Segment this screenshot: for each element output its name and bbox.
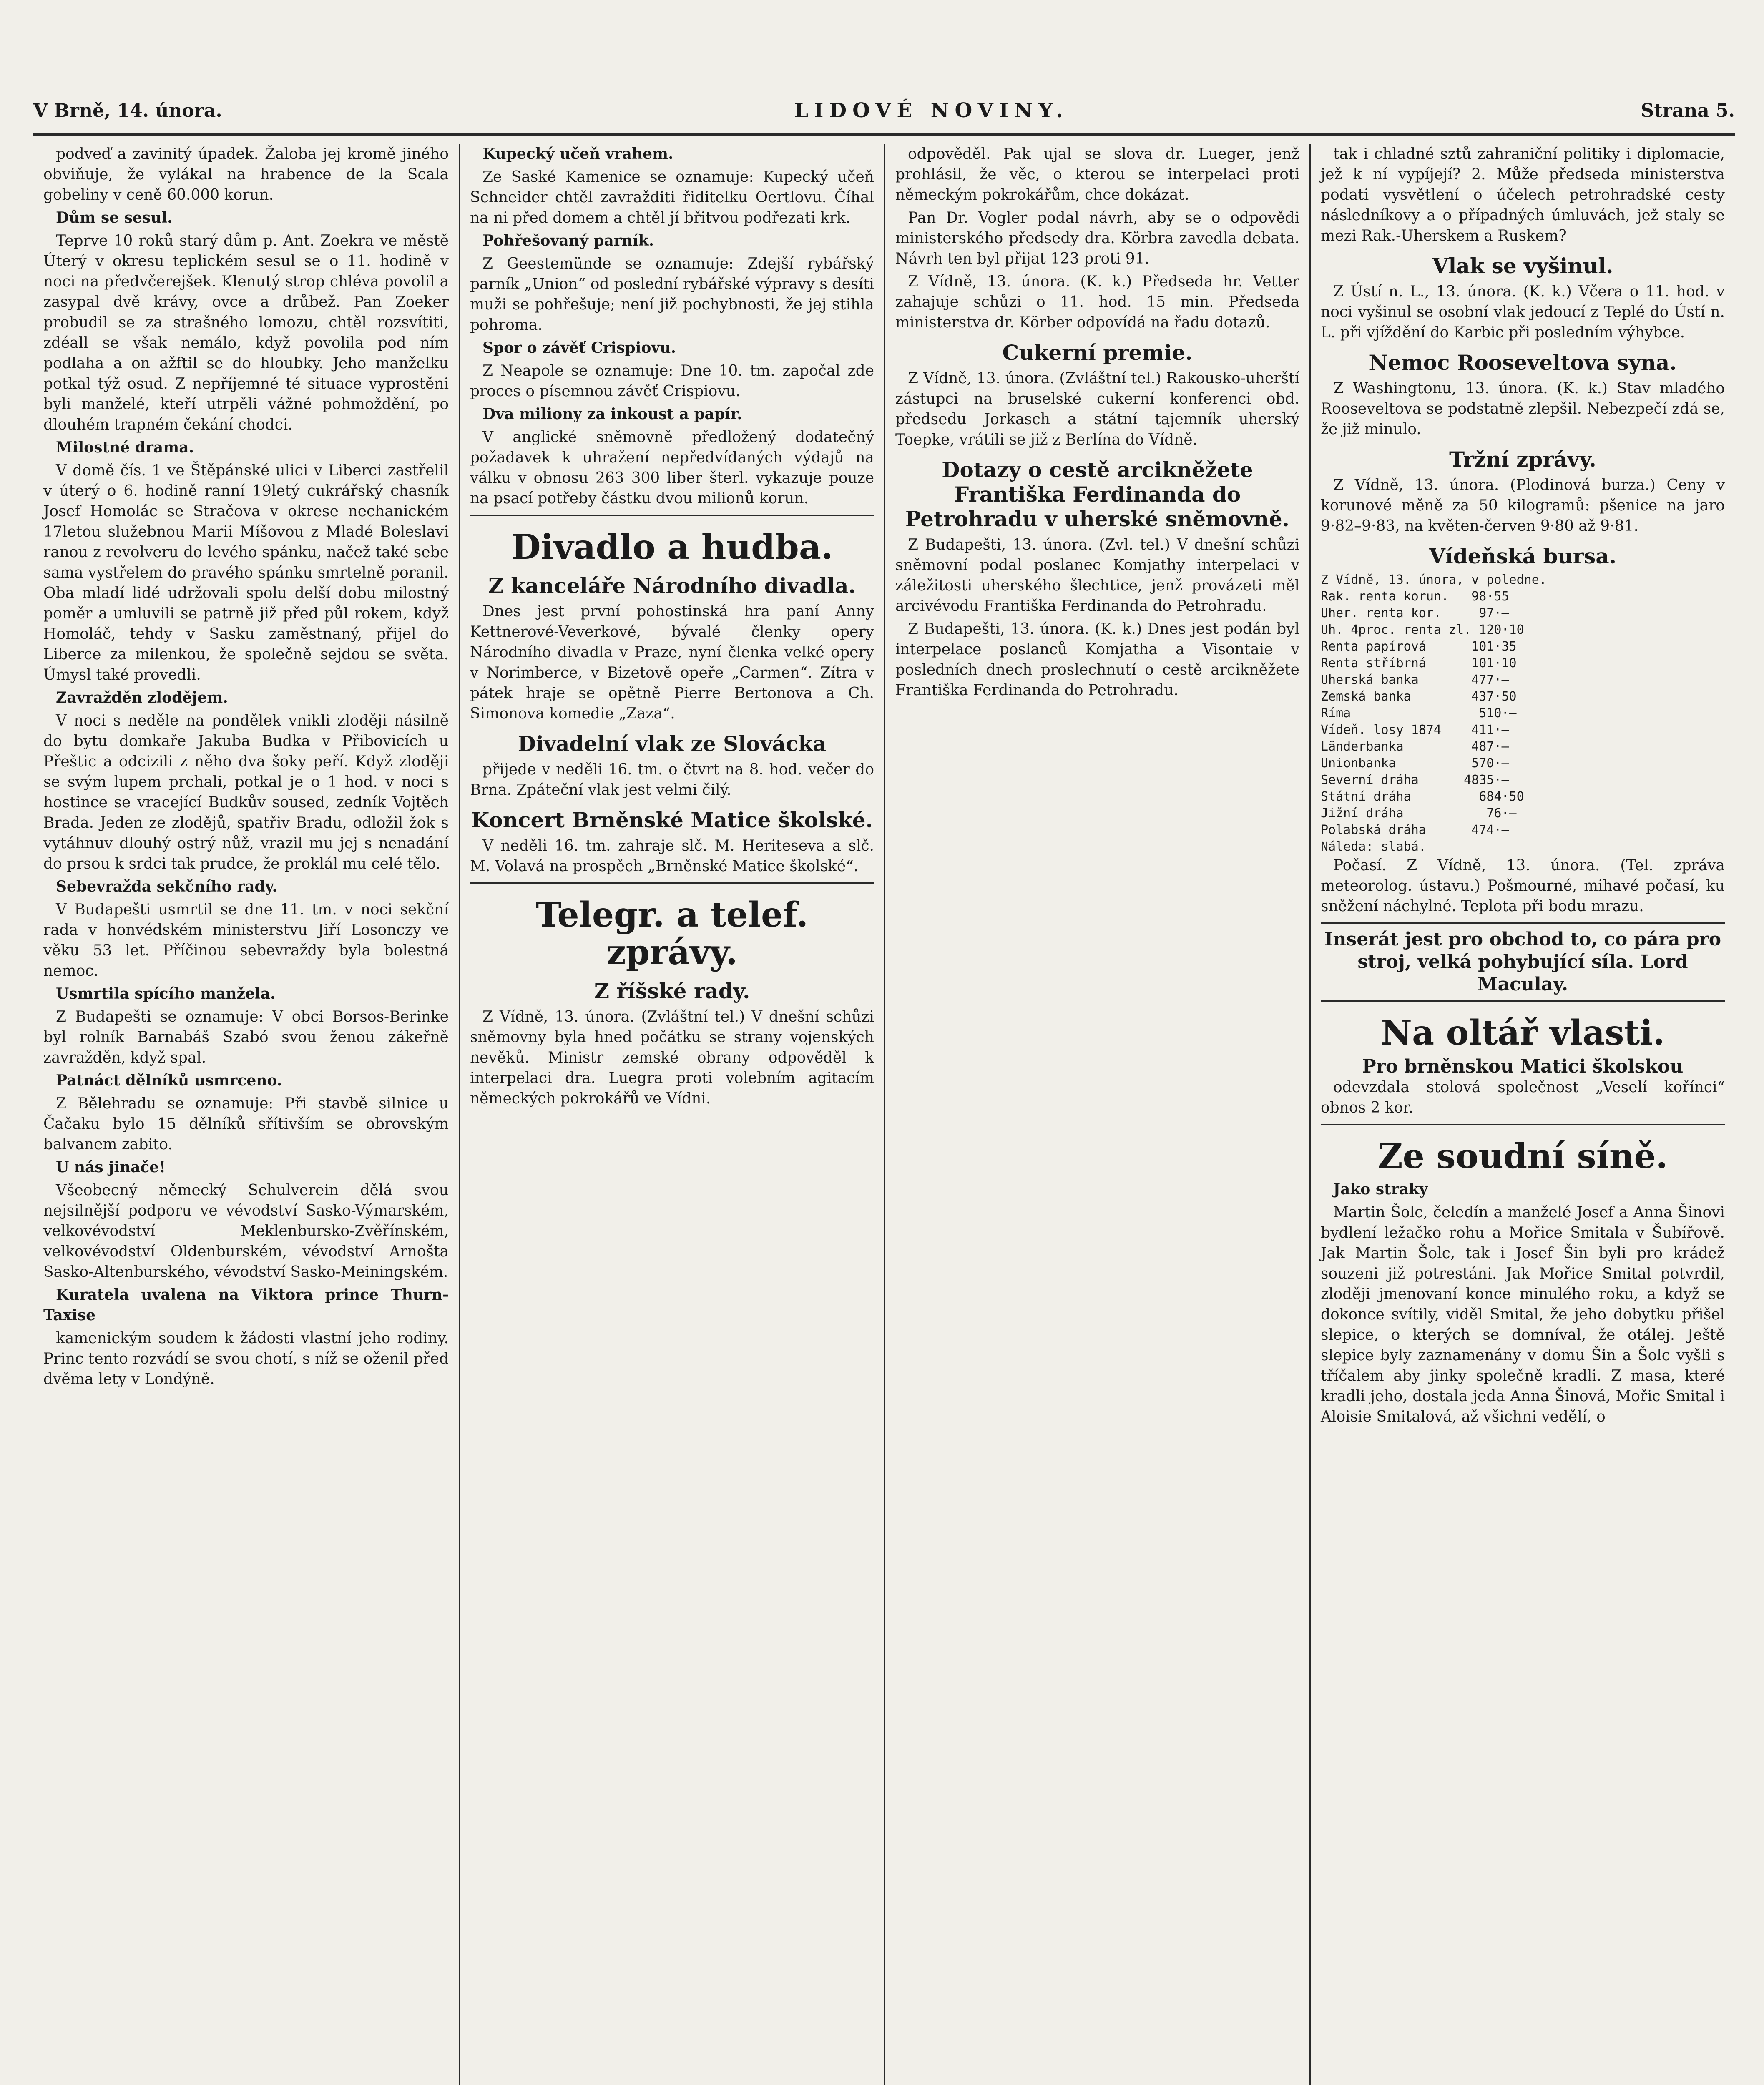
- section-rule: [470, 882, 874, 884]
- section-title: Na oltář vlasti.: [1381, 1013, 1665, 1053]
- column-2: [459, 144, 884, 2085]
- article-text: Martin Šolc, čeledín a manželé Josef a Anna Šinovi bydlení ležačko rohu a Mořice Smitala v Šubířově. Jak Martin Šolc, tak i Josef Šin byli pro krádež souzeni již potrestáni. Jak Mořice Smital potvrdil, zloději jmenovaní konce minulého roku, a když se dokonce svítily, viděl Smital, že jeho dobytku přišel slepice, o kterých se domníval, že otálej. Ještě slepice byly zaznamenány v domu Šin a Šolc vyšli s tříčalem aby jinky společně kradli. Z masa, které kradli jeho, dostala jeda Anna Šinová, Mořic Smital i Aloisie Smitalová, až všichni vedělí, o: [1321, 1204, 1725, 1425]
- section-title: Divadlo a hudba.: [511, 527, 833, 567]
- article-heading: Pohřešovaný parník.: [482, 232, 654, 249]
- section-subtitle: Koncert Brněnské Matice školské.: [471, 808, 873, 832]
- section-subtitle: Cukerní premie.: [1002, 340, 1193, 365]
- article-heading: Patnáct dělníků usmrceno.: [56, 1072, 282, 1089]
- section-subtitle: Nemoc Rooseveltova syna.: [1369, 350, 1677, 375]
- article-text: Teprve 10 roků starý dům p. Ant. Zoekra ve městě Úterý v okresu teplickém sesul se o 11. hodině v noci na předvčerejšek. Klenutý strop chléva povolil a zasypal dvě krávy, ovce a drůbež. Pan Zoeker probudil se za strašného lomozu, chtěl rozsvítiti, zdéall se však nemálo, když povolila pod ním podlaha a on ažftil se do hloubky. Jeho manželku potkal týž osud. Z nepříjemné té situace vyprostěni byli manželé, kteří utrpěli vážné pohmoždění, po dlouhém trapném čekání chodci.: [43, 232, 449, 433]
- article-text: Počasí. Z Vídně, 13. února. (Tel. zpráva meteorolog. ústavu.) Pošmourné, mihavé počasí, ku sněžení náchylné. Teplota při bodu mrazu.: [1321, 857, 1725, 915]
- article-text: Z Budapešti se oznamuje: V obci Borsos-Berinke byl rolník Barnabáš Szabó svou ženou zákeřně zavražděn, když spal.: [43, 1008, 449, 1066]
- header-rule: [33, 133, 1735, 136]
- article-text: podveď a zavinitý úpadek. Žaloba jej kromě jiného obviňuje, že vylákal na hrabence de la Scala gobeliny v ceně 60.000 korun.: [43, 146, 449, 203]
- article-text: Ze Saské Kamenice se oznamuje: Kupecký učeň Schneider chtěl zavražditi řiditelku Oertlovu. Číhal na ni před domem a chtěl jí břitvou podřezati krk.: [470, 168, 874, 226]
- article-text: Z Geestemünde se oznamuje: Zdejší rybářský parník „Union“ od poslední rybářské výpravy s desíti muži se pohřešuje; není již pochybnosti, že jej stihla pohroma.: [470, 255, 874, 334]
- masthead: LIDOVÉ NOVINY.: [794, 99, 1069, 122]
- article-heading: Spor o závěť Crispiovu.: [482, 339, 676, 357]
- article-heading: U nás jinače!: [56, 1158, 166, 1176]
- article-text: Z Vídně, 13. února. (Zvláštní tel.) V dnešní schůzi sněmovny byla hned počátku se strany vojenských nevěků. Ministr zemské obrany odpověděl k interpelaci dra. Luegra proti volebním agitacím německých pokrokářů ve Vídni.: [470, 1008, 874, 1107]
- article-heading: Zavražděn zlodějem.: [56, 689, 228, 706]
- article-text: Z Vídně, 13. února. (K. k.) Předseda hr. Vetter zahajuje schůzi o 11. hod. 15 min. Předseda ministerstva dr. Körber odpovídá na řadu dotazů.: [895, 273, 1299, 331]
- article-text: odpověděl. Pak ujal se slova dr. Lueger, jenž prohlásil, že věc, o kterou se interpelaci proti německým pokrokářům, chce dokázat.: [895, 146, 1299, 203]
- column-4: [1309, 144, 1735, 2085]
- advert-box: Inserát jest pro obchod to, co pára pro stroj, velká pohybující síla. Lord Maculay.: [1321, 922, 1725, 1002]
- column-1: [33, 144, 459, 2085]
- section-subtitle: Vlak se vyšinul.: [1432, 254, 1613, 278]
- article-text: V domě čís. 1 ve Štěpánské ulici v Liberci zastřelil v úterý o 6. hodině ranní 19letý cukrářský chasník Josef Homolác se Stračova v okrese nechanickém 17letou služebnou Marii Míšovou z Mladé Boleslavi ranou z revolveru do levého spánku, načež také sebe sama vystřelem do pravého spánku smrtelně poranil. Oba mladí lidé udržovali spolu delší dobu milostný poměr a umluvili se patrně již před půl rokem, když Homoláč, tehdy v Sasku zaměstnaný, přijel do Liberce za milenkou, že společně sejdou se světa. Úmysl také provedli.: [43, 462, 449, 683]
- article-text: Z Ústí n. L., 13. února. (K. k.) Včera o 11. hod. v noci vyšinul se osobní vlak jedoucí z Teplé do Ústí n. L. při vjíždění do Karbic při posledním výhybce.: [1321, 283, 1725, 341]
- section-subtitle: Z kanceláře Národního divadla.: [488, 573, 856, 598]
- article-heading: Kuratela uvalena na Viktora prince Thurn-Taxise: [43, 1286, 449, 1324]
- article-heading: Milostné drama.: [56, 439, 194, 456]
- article-heading: Sebevražda sekčního rady.: [56, 878, 278, 895]
- section-title: Telegr. a telef. zprávy.: [535, 895, 809, 972]
- article-text: V noci s neděle na pondělek vnikli zloději násilně do bytu domkaře Jakuba Budka v Přibovicích u Přeštic a odcizili z něho dva šoky peří. Když zloději se svým lupem prchali, potkal je o 1 hod. v noci s hostince se vracející Budkův soused, zedník Vojtěch Brada. Jeden ze zlodějů, spatřiv Bradu, odložil žok s vytáhnuv dlouhý ostrý nůž, vrazil mu jej s nenadání do prsou k srdci tak prudce, že proklál mu celé tělo.: [43, 712, 449, 872]
- section-subtitle: Dotazy o cestě arcikněžete Františka Ferdinanda do Petrohradu v uherské sněmovně.: [905, 457, 1290, 531]
- columns: [33, 144, 1735, 2085]
- article-text: Z Vídně, 13. února. (Plodinová burza.) Ceny v korunové měně za 50 kilogramů: pšenice na jaro 9·82–9·83, na květen-červen 9·80 až 9·81.: [1321, 477, 1725, 535]
- article-text: Z Bělehradu se oznamuje: Při stavbě silnice u Čačaku bylo 15 dělníků sřítivším se obrovským balvanem zabito.: [43, 1095, 449, 1153]
- column-3: [884, 144, 1309, 2085]
- article-heading: Jako straky: [1333, 1181, 1428, 1198]
- article-text: Z Vídně, 13. února. (Zvláštní tel.) Rakousko-uherští zástupci na bruselské cukerní konferenci obd. předsedu Jorkasch a státní tajemník uherský Toepke, vrátili se již z Berlína do Vídně.: [895, 370, 1299, 448]
- section-subtitle: Vídeňská bursa.: [1429, 544, 1617, 568]
- article-heading: Usmrtila spícího manžela.: [56, 985, 276, 1002]
- article-text: tak i chladné sztů zahraniční politiky i diplomacie, jež k ní vypíjejí? 2. Může předseda ministerstva podati vysvětlení o účelech petrohradské cesty následníkovy a o případných úmluvách, jež staly se mezi Rak.-Uherskem a Ruskem?: [1321, 146, 1725, 244]
- article-text: Z Budapešti, 13. února. (Zvl. tel.) V dnešní schůzi sněmovní podal poslanec Komjathy interpelaci v záležitosti uherského šlechtice, jenž provázeti měl arcivévodu Františka Ferdinanda do Petrohradu.: [895, 536, 1299, 615]
- article-text: přijede v neděli 16. tm. o čtvrt na 8. hod. večer do Brna. Zpáteční vlak jest velmi čilý.: [470, 761, 874, 799]
- stock-table: Z Vídně, 13. února, v poledne. Rak. renta korun. 98·55 Uher. renta kor. 97·— Uh. 4proc. renta zl. 120·10 Renta papírová 101·35 Renta stříbrná 101·10 Uherská banka 477·— Zemská banka 437·50 Ríma 510·— Vídeň. losy 1874 411·— Länderbanka 487·— Unionbanka 570·— Severní dráha 4835·— Státní dráha 684·50 Jižní dráha 76·— Polabská dráha 474·— Náleda: slabá.: [1321, 573, 1547, 854]
- article-text: Z Budapešti, 13. února. (K. k.) Dnes jest podán byl interpelace poslanců Komjatha a Visontaie v posledních dnech proslechnutí o cestě arcikněžete Františka Ferdinanda do Petrohradu.: [895, 620, 1299, 699]
- section-subtitle: Pro brněnskou Matici školskou: [1362, 1056, 1684, 1077]
- section-subtitle: Divadelní vlak ze Slovácka: [518, 731, 827, 756]
- article-text: odevzdala stolová společnost „Veselí kořínci“ obnos 2 kor.: [1321, 1079, 1725, 1116]
- article-text: Pan Dr. Vogler podal návrh, aby se o odpovědi ministerského předsedy dra. Körbra zavedla debata. Návrh ten byl přijat 123 proti 91.: [895, 209, 1299, 267]
- article-text: Dnes jest první pohostinská hra paní Anny Kettnerové-Veverkové, bývalé členky opery Národního divadla v Praze, nyní členka velké opery v Norimberce, v Bizetově opeře „Carmen“. Zítra v pátek hraje se opětně Pierre Bertonova a Ch. Simonova komedie „Zaza“.: [470, 603, 874, 722]
- section-rule: [1321, 1124, 1725, 1125]
- article-heading: Kupecký učeň vrahem.: [482, 145, 673, 163]
- article-text: V Budapešti usmrtil se dne 11. tm. v noci sekční rada v honvédském ministerstvu Jiří Losonczy ve věku 53 let. Příčinou sebevraždy byla bolestná nemoc.: [43, 901, 449, 980]
- article-text: V neděli 16. tm. zahraje slč. M. Heriteseva a slč. M. Volavá na prospěch „Brněnské Matice školské“.: [470, 837, 874, 875]
- article-text: Z Washingtonu, 13. února. (K. k.) Stav mladého Rooseveltova se podstatně zlepšil. Nebezpečí zdá se, že již minulo.: [1321, 380, 1725, 438]
- section-title: Ze soudní síně.: [1377, 1136, 1668, 1176]
- article-text: kamenickým soudem k žádosti vlastní jeho rodiny. Princ tento rozvádí se svou chotí, s níž se oženil před dvěma lety v Londýně.: [43, 1330, 449, 1388]
- section-rule: [470, 515, 874, 516]
- page-number: Strana 5.: [1641, 100, 1735, 121]
- dateline: V Brně, 14. února.: [33, 100, 222, 121]
- section-subtitle: Tržní zprávy.: [1449, 447, 1596, 472]
- page-header: [33, 92, 1735, 129]
- article-text: Všeobecný německý Schulverein dělá svou nejsilnější podporu ve vévodství Sasko-Výmarském, velkovévodství Meklenbursko-Zvěřínském, velkovévodství Oldenburském, vévodství Arnošta Sasko-Altenburského, vévodství Sasko-Meiningském.: [43, 1182, 449, 1281]
- article-heading: Dům se sesul.: [56, 209, 173, 226]
- article-heading: Dva miliony za inkoust a papír.: [482, 405, 742, 423]
- article-text: V anglické sněmovně předložený dodatečný požadavek k uhražení nepředvídaných výdajů na válku v obnosu 263 300 liber šterl. vykazuje pouze na psací potřeby částku dvou milionů korun.: [470, 429, 874, 507]
- section-subtitle: Z říšské rady.: [594, 979, 750, 1003]
- article-text: Z Neapole se oznamuje: Dne 10. tm. započal zde proces o písemnou závěť Crispiovu.: [470, 362, 874, 400]
